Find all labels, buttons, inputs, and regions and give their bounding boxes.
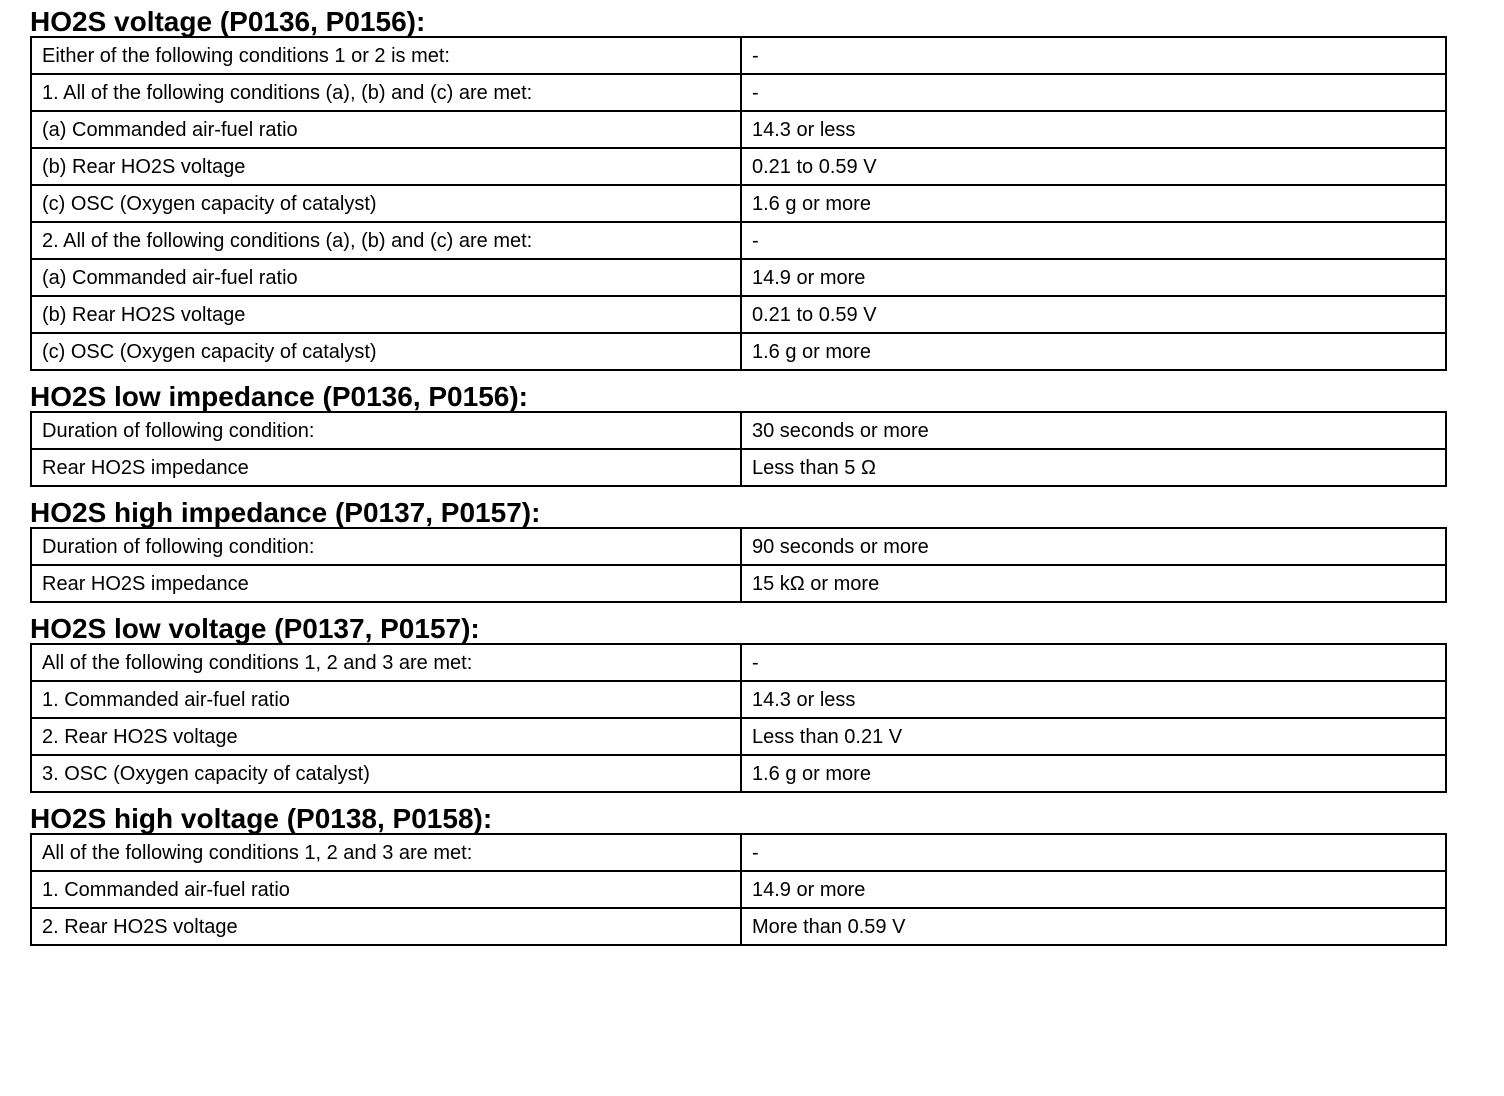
table-row	[31, 222, 1446, 259]
condition-cell: (a) Commanded air-fuel ratio	[31, 259, 741, 296]
section-ho2s-low-impedance	[30, 375, 1447, 487]
value-cell: 30 seconds or more	[741, 412, 1446, 449]
table-row	[31, 296, 1446, 333]
spec-table	[30, 833, 1447, 946]
section-ho2s-voltage	[30, 0, 1447, 371]
table-row	[31, 644, 1446, 681]
value-cell: 0.21 to 0.59 V	[741, 296, 1446, 333]
condition-cell: (b) Rear HO2S voltage	[31, 148, 741, 185]
condition-cell: (c) OSC (Oxygen capacity of catalyst)	[31, 333, 741, 370]
value-cell: -	[741, 644, 1446, 681]
condition-cell: 2. Rear HO2S voltage	[31, 908, 741, 945]
value-cell: -	[741, 222, 1446, 259]
value-cell: 1.6 g or more	[741, 185, 1446, 222]
condition-cell: 3. OSC (Oxygen capacity of catalyst)	[31, 755, 741, 792]
section-ho2s-low-voltage	[30, 607, 1447, 793]
value-cell: More than 0.59 V	[741, 908, 1446, 945]
spec-table	[30, 643, 1447, 793]
table-row	[31, 908, 1446, 945]
value-cell: Less than 0.21 V	[741, 718, 1446, 755]
spec-table	[30, 527, 1447, 603]
table-row	[31, 871, 1446, 908]
section-ho2s-high-impedance	[30, 491, 1447, 603]
value-cell: 14.3 or less	[741, 681, 1446, 718]
condition-cell: All of the following conditions 1, 2 and 3 are met:	[31, 834, 741, 871]
table-row	[31, 755, 1446, 792]
table-row	[31, 565, 1446, 602]
value-cell: 90 seconds or more	[741, 528, 1446, 565]
spec-table	[30, 411, 1447, 487]
table-row	[31, 718, 1446, 755]
value-cell: 14.9 or more	[741, 259, 1446, 296]
table-row	[31, 528, 1446, 565]
section-title: HO2S low voltage (P0137, P0157):	[30, 613, 480, 644]
condition-cell: (c) OSC (Oxygen capacity of catalyst)	[31, 185, 741, 222]
section-title: HO2S high impedance (P0137, P0157):	[30, 497, 541, 528]
condition-cell: 2. All of the following conditions (a), (b) and (c) are met:	[31, 222, 741, 259]
value-cell: -	[741, 834, 1446, 871]
document-page	[30, 0, 1447, 946]
table-row	[31, 333, 1446, 370]
value-cell: Less than 5 Ω	[741, 449, 1446, 486]
condition-cell: (b) Rear HO2S voltage	[31, 296, 741, 333]
condition-cell: 2. Rear HO2S voltage	[31, 718, 741, 755]
condition-cell: 1. Commanded air-fuel ratio	[31, 871, 741, 908]
value-cell: 14.9 or more	[741, 871, 1446, 908]
value-cell: 14.3 or less	[741, 111, 1446, 148]
table-row	[31, 148, 1446, 185]
value-cell: -	[741, 74, 1446, 111]
section-title: HO2S low impedance (P0136, P0156):	[30, 381, 528, 412]
table-row	[31, 259, 1446, 296]
condition-cell: 1. Commanded air-fuel ratio	[31, 681, 741, 718]
value-cell: 0.21 to 0.59 V	[741, 148, 1446, 185]
table-row	[31, 37, 1446, 74]
condition-cell: 1. All of the following conditions (a), (b) and (c) are met:	[31, 74, 741, 111]
condition-cell: (a) Commanded air-fuel ratio	[31, 111, 741, 148]
table-row	[31, 681, 1446, 718]
table-row	[31, 185, 1446, 222]
condition-cell: Duration of following condition:	[31, 528, 741, 565]
value-cell: 1.6 g or more	[741, 755, 1446, 792]
condition-cell: Either of the following conditions 1 or 2 is met:	[31, 37, 741, 74]
value-cell: -	[741, 37, 1446, 74]
condition-cell: Rear HO2S impedance	[31, 449, 741, 486]
table-row	[31, 834, 1446, 871]
table-row	[31, 412, 1446, 449]
spec-table	[30, 36, 1447, 371]
table-row	[31, 111, 1446, 148]
table-row	[31, 449, 1446, 486]
value-cell: 15 kΩ or more	[741, 565, 1446, 602]
section-ho2s-high-voltage	[30, 797, 1447, 946]
condition-cell: All of the following conditions 1, 2 and 3 are met:	[31, 644, 741, 681]
section-title: HO2S high voltage (P0138, P0158):	[30, 803, 493, 834]
section-title: HO2S voltage (P0136, P0156):	[30, 6, 426, 37]
condition-cell: Rear HO2S impedance	[31, 565, 741, 602]
table-row	[31, 74, 1446, 111]
value-cell: 1.6 g or more	[741, 333, 1446, 370]
condition-cell: Duration of following condition:	[31, 412, 741, 449]
